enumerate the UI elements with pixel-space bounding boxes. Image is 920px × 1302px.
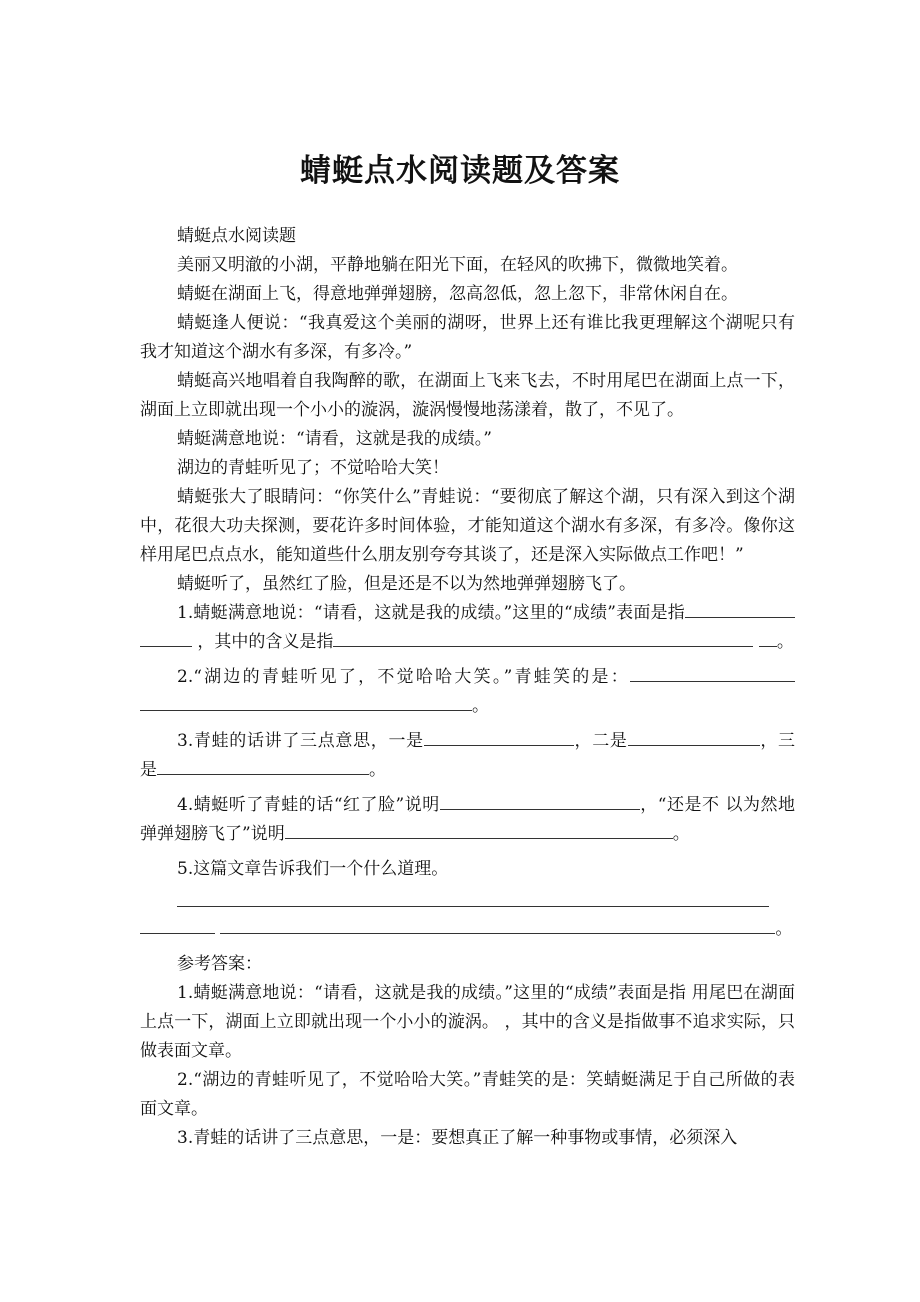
story-paragraph: 蜻蜓逢人便说：“我真爱这个美丽的湖呀，世界上还有谁比我更理解这个湖呢只有我才知道这个湖水有多深，有多冷。” bbox=[140, 313, 795, 362]
question-2: 2.“湖边的青蛙听见了，不觉哈哈大笑。”青蛙笑的是： 。 bbox=[140, 663, 795, 721]
story-paragraph: 湖边的青蛙听见了；不觉哈哈大笑！ bbox=[177, 458, 449, 478]
question-4: 4.蜻蜓听了青蛙的话“红了脸”说明 ，“还是不 以为然地弹弹翅膀飞了”说明 。 bbox=[140, 791, 795, 849]
section-heading: 蜻蜓点水阅读题 bbox=[177, 226, 296, 246]
answer-line-2[interactable]: 。 bbox=[140, 915, 795, 944]
answer-paragraph: 2.“湖边的青蛙听见了，不觉哈哈大笑。”青蛙笑的是：笑蜻蜓满足于自己所做的表面文章。 bbox=[140, 1070, 795, 1119]
question-3: 3.青蛙的话讲了三点意思，一是 ，二是 ，三是 。 bbox=[140, 727, 795, 785]
answer-blank[interactable] bbox=[630, 663, 795, 682]
answer-line-1[interactable] bbox=[140, 884, 795, 907]
page-title: 蜻蜓点水阅读题及答案 bbox=[300, 153, 620, 189]
answer-blank[interactable] bbox=[685, 599, 795, 618]
answer-blank[interactable] bbox=[140, 628, 192, 647]
answer-blank[interactable] bbox=[440, 791, 640, 810]
question-1: 1.蜻蜓满意地说：“请看，这就是我的成绩。”这里的“成绩”表面是指 ，其中的含义是指 。 bbox=[140, 599, 795, 657]
answer-paragraph: 1.蜻蜓满意地说：“请看，这就是我的成绩。”这里的“成绩”表面是指 用尾巴在湖面上点一下，湖面上立即就出现一个小小的漩涡。 ，其中的含义是指做事不追求实际，只做表面文章。 bbox=[140, 983, 795, 1061]
answer-blank[interactable] bbox=[285, 820, 673, 839]
answer-blank[interactable] bbox=[140, 692, 472, 711]
story-paragraph: 蜻蜓在湖面上飞，得意地弹弹翅膀，忽高忽低，忽上忽下，非常休闲自在。 bbox=[177, 284, 738, 304]
story-paragraph: 蜻蜓张大了眼睛问：“你笑什么”青蛙说：“要彻底了解这个湖，只有深入到这个湖中，花很大功夫探测，要花许多时间体验，才能知道这个湖水有多深，有多冷。像你这样用尾巴点点水，能知道些什么朋友别夸夸其谈了，还是深入实际做点工作吧！” bbox=[140, 487, 795, 565]
answer-blank[interactable] bbox=[759, 628, 777, 647]
answer-blank[interactable] bbox=[628, 727, 760, 746]
story-paragraph: 蜻蜓高兴地唱着自我陶醉的歌，在湖面上飞来飞去，不时用尾巴在湖面上点一下，湖面上立即就出现一个小小的漩涡，漩涡慢慢地荡漾着，散了，不见了。 bbox=[140, 371, 795, 420]
question-5: 5.这篇文章告诉我们一个什么道理。 bbox=[177, 859, 449, 879]
document-body bbox=[140, 222, 795, 1153]
answer-blank[interactable] bbox=[333, 628, 753, 647]
answer-blank[interactable] bbox=[424, 727, 574, 746]
answer-blank[interactable] bbox=[157, 756, 369, 775]
story-paragraph: 蜻蜓满意地说：“请看，这就是我的成绩。” bbox=[177, 429, 492, 449]
answers-heading: 参考答案： bbox=[177, 954, 262, 974]
story-paragraph: 美丽又明澈的小湖，平静地躺在阳光下面，在轻风的吹拂下，微微地笑着。 bbox=[177, 255, 738, 275]
story-paragraph: 蜻蜓听了，虽然红了脸，但是还是不以为然地弹弹翅膀飞了。 bbox=[177, 574, 636, 594]
answer-paragraph: 3.青蛙的话讲了三点意思，一是：要想真正了解一种事物或事情，必须深入 bbox=[177, 1128, 738, 1148]
